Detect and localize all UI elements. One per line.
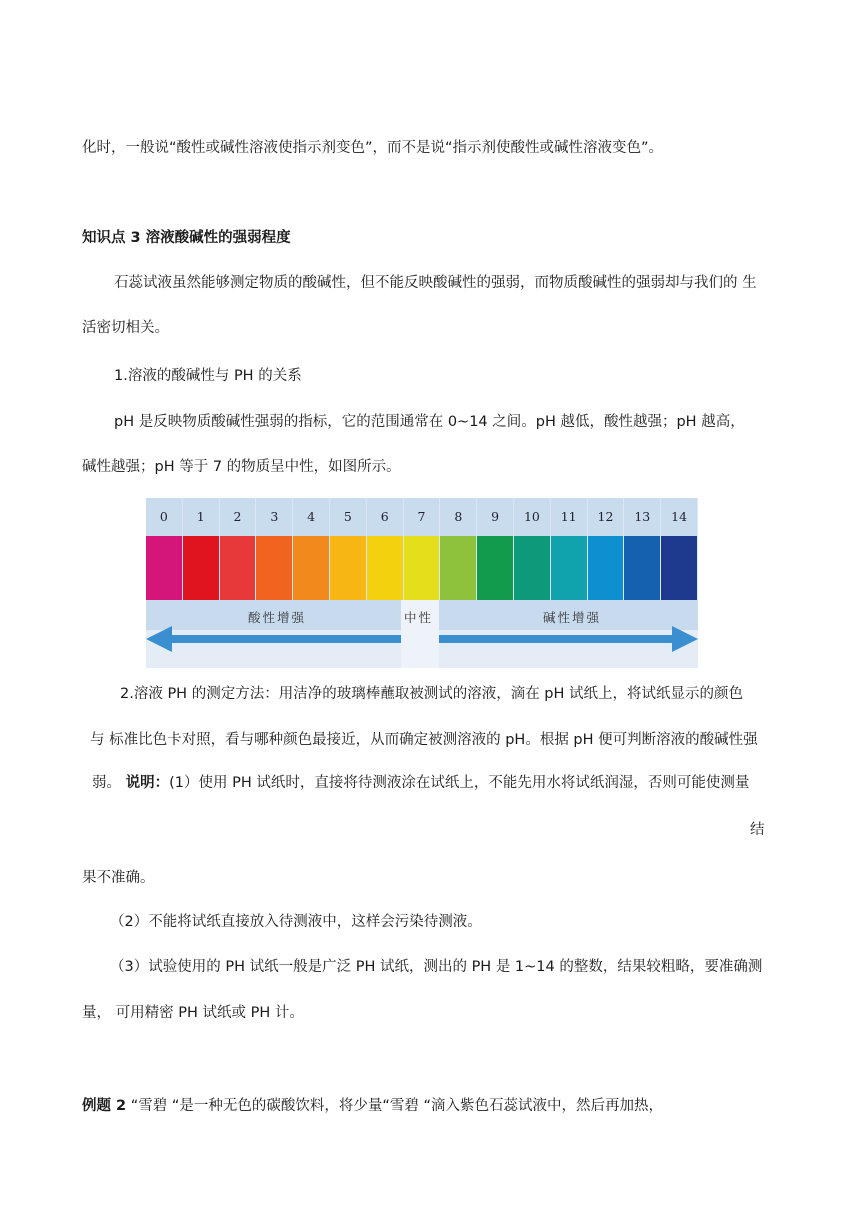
- paragraph-3-line-b: 与 标准比色卡对照，看与哪种颜色最接近，从而确定被测溶液的 pH。根据 pH 便可判断溶液的酸碱性强: [90, 732, 758, 748]
- base-label: 碱性增强: [543, 610, 602, 625]
- ph-swatch-9: [477, 536, 513, 600]
- text-line-1: 化时，一般说“酸性或碱性溶液使指示剂变色”，而不是说“指示剂使酸性或碱性溶液变色”。: [82, 140, 664, 156]
- ph-number-10: 10: [514, 498, 550, 536]
- ph-number-13: 13: [624, 498, 660, 536]
- paragraph-1-line-a: 石蕊试液虽然能够测定物质的酸碱性，但不能反映酸碱性的强弱，而物质酸碱性的强弱却与我们的 生: [114, 275, 757, 291]
- paragraph-3-text-b: (1）使用 PH 试纸时，直接将待测液涂在试纸上，不能先用水将试纸润湿，否则可能使测量: [169, 775, 750, 791]
- note-3-line-b: 量， 可用精密 PH 试纸或 PH 计。: [82, 1005, 304, 1021]
- note-3-line-a: （3）试验使用的 PH 试纸一般是广泛 PH 试纸，测出的 PH 是 1~14 的整数，结果较粗略，要准确测: [110, 959, 763, 975]
- section-heading: 知识点 3 溶液酸碱性的强弱程度: [82, 230, 291, 246]
- paragraph-3-line-a: 2.溶液 PH 的测定方法：用洁净的玻璃棒蘸取被测试的溶液，滴在 pH 试纸上，将试纸显示的颜色: [120, 686, 744, 702]
- item-1-heading: 1.溶液的酸碱性与 PH 的关系: [114, 368, 302, 384]
- ph-swatch-8: [440, 536, 476, 600]
- ph-swatch-14: [661, 536, 697, 600]
- ph-number-6: 6: [367, 498, 403, 536]
- ph-number-14: 14: [661, 498, 697, 536]
- acid-label: 酸性增强: [248, 610, 307, 625]
- paragraph-3-line-d: 结: [750, 822, 765, 838]
- ph-number-row: [146, 498, 698, 536]
- ph-number-1: 1: [183, 498, 219, 536]
- ph-arrow-band: [146, 600, 698, 668]
- ph-number-5: 5: [330, 498, 366, 536]
- ph-number-7: 7: [404, 498, 440, 536]
- paragraph-3-text-a: 弱。: [92, 775, 126, 791]
- note-2: （2）不能将试纸直接放入待测液中，这样会污染待测液。: [110, 914, 482, 930]
- ph-number-11: 11: [551, 498, 587, 536]
- ph-number-4: 4: [293, 498, 329, 536]
- paragraph-3-line-c: [92, 773, 749, 793]
- ph-number-8: 8: [440, 498, 476, 536]
- note-label: 说明：: [125, 775, 170, 791]
- ph-number-3: 3: [256, 498, 292, 536]
- ph-scale-chart: [146, 498, 698, 668]
- ph-swatch-3: [256, 536, 292, 600]
- example-2: [82, 1096, 663, 1116]
- ph-swatch-0: [146, 536, 182, 600]
- paragraph-3-line-e: 果不准确。: [82, 870, 155, 886]
- paragraph-2-line-a: pH 是反映物质酸碱性强弱的指标，它的范围通常在 0~14 之间。pH 越低，酸性越强；pH 越高，: [114, 414, 745, 430]
- ph-swatch-13: [624, 536, 660, 600]
- paragraph-1-line-b: 活密切相关。: [82, 320, 169, 336]
- ph-swatch-4: [293, 536, 329, 600]
- ph-swatch-11: [551, 536, 587, 600]
- ph-swatch-1: [183, 536, 219, 600]
- example-label: 例题 2: [82, 1098, 127, 1114]
- ph-swatch-6: [367, 536, 403, 600]
- example-text: “雪碧 “是一种无色的碳酸饮料，将少量“雪碧 “滴入紫色石蕊试液中，然后再加热，: [126, 1098, 664, 1114]
- ph-number-0: 0: [146, 498, 182, 536]
- ph-color-row: [146, 536, 698, 600]
- neutral-label: 中性: [404, 610, 434, 625]
- ph-swatch-2: [220, 536, 256, 600]
- ph-swatch-12: [588, 536, 624, 600]
- ph-swatch-5: [330, 536, 366, 600]
- ph-swatch-10: [514, 536, 550, 600]
- ph-swatch-7: [404, 536, 440, 600]
- ph-number-12: 12: [588, 498, 624, 536]
- paragraph-2-line-b: 碱性越强；pH 等于 7 的物质呈中性，如图所示。: [82, 459, 401, 475]
- ph-number-9: 9: [477, 498, 513, 536]
- ph-number-2: 2: [220, 498, 256, 536]
